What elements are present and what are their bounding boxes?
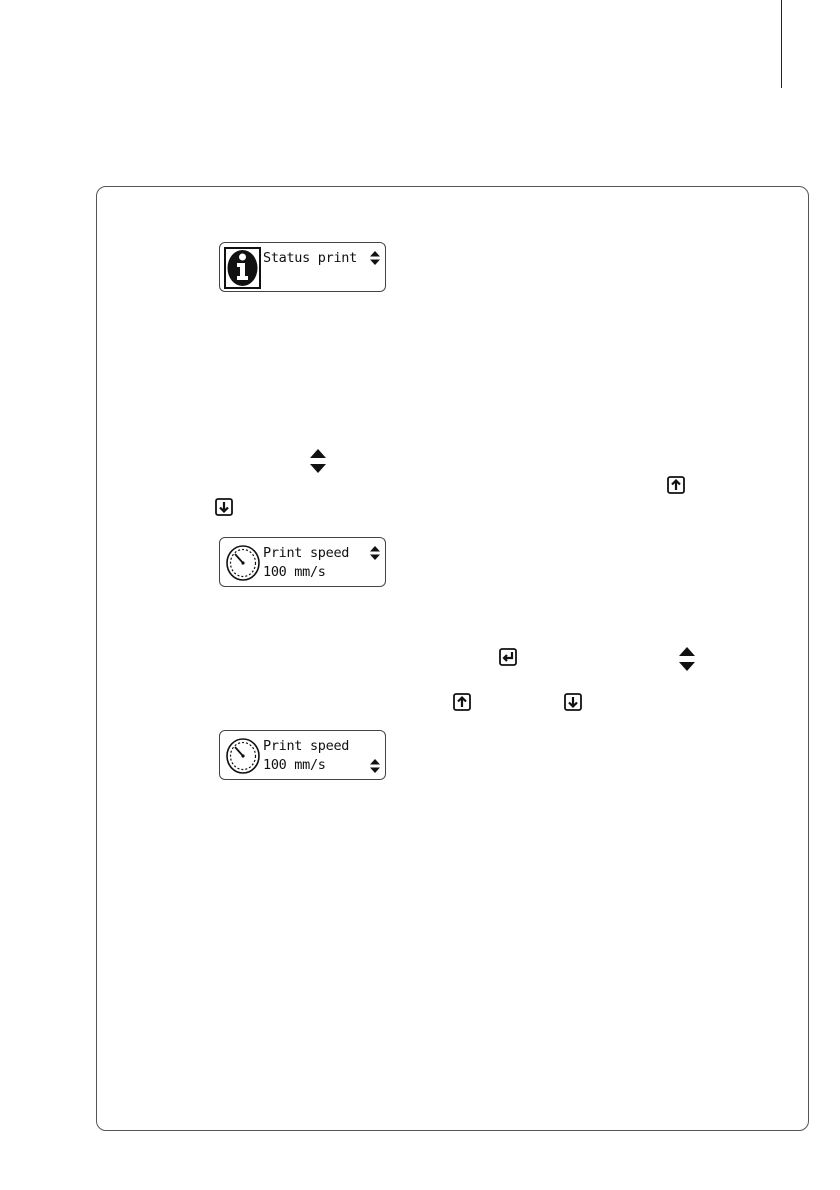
info-icon [224, 247, 262, 289]
lcd-display-status-print [219, 242, 386, 292]
lcd-display-print-speed-edit [219, 730, 386, 780]
up-down-arrow-icon [370, 546, 380, 560]
arrow-down-key-icon [215, 498, 233, 516]
up-down-arrow-icon [370, 759, 380, 773]
enter-key-icon [499, 648, 517, 666]
lcd-display-print-speed [219, 537, 386, 587]
up-down-arrow-icon [679, 647, 695, 671]
up-down-arrow-icon [370, 251, 380, 265]
arrow-up-key-icon [453, 693, 471, 711]
speedometer-icon [224, 542, 262, 584]
page-edge-line [781, 0, 782, 88]
speedometer-icon [224, 735, 262, 777]
lcd-line-1: Status print [263, 250, 357, 266]
lcd-line-1: Print speed [263, 545, 350, 561]
content-panel [96, 186, 809, 1131]
arrow-up-key-icon [667, 476, 685, 494]
lcd-line-1: Print speed [263, 738, 350, 754]
up-down-arrow-icon [310, 449, 326, 473]
lcd-line-2: 100 mm/s [263, 757, 326, 773]
arrow-down-key-icon [564, 693, 582, 711]
lcd-line-2: 100 mm/s [263, 564, 326, 580]
